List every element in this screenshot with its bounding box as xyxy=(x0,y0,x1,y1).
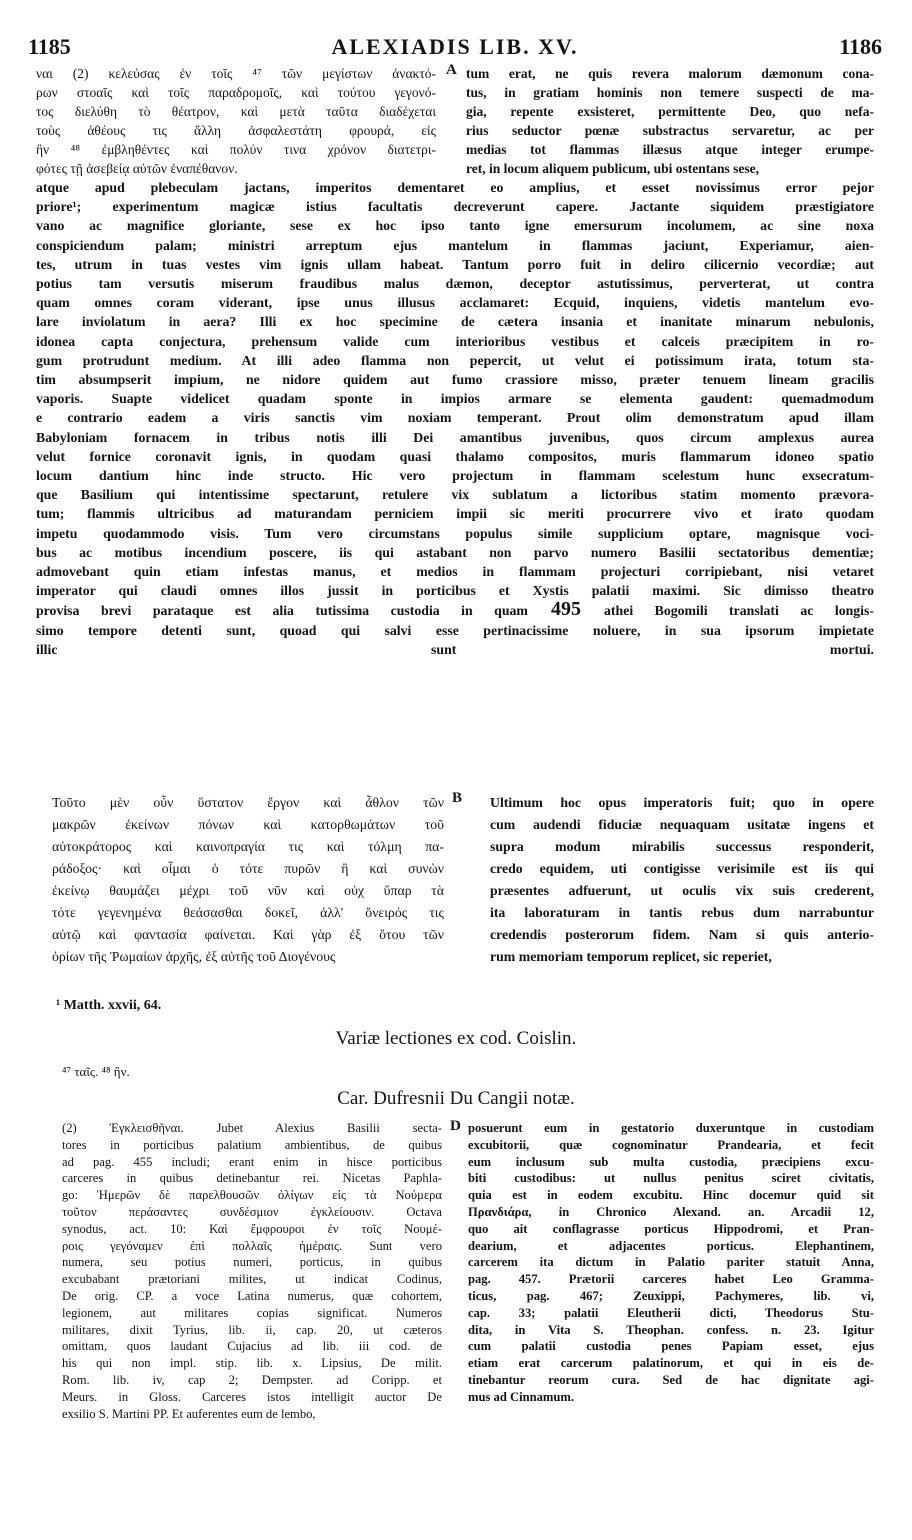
latin-column-top xyxy=(466,64,874,178)
latin-text-line: ret, in locum aliquem publicum, ubi ostentans sese, xyxy=(466,161,760,176)
latin-text-line: credo equidem, uti contigisse verisimile est iis qui xyxy=(490,861,874,876)
greek-text-line: τότε γεγενημένα θεάσασθαι δοκεῖ, ἀλλ' ὄνειρός τις xyxy=(52,905,444,920)
page-header xyxy=(28,34,882,60)
running-title: ALEXIADIS LIB. XV. xyxy=(331,34,579,59)
latin-text-line: tus, in gratiam hominis non temere suspecti de ma- xyxy=(466,85,874,100)
note-text-line: ad pag. 455 includi; erant enim in hisce porticibus xyxy=(62,1154,442,1169)
latin-text-line: imperator qui claudi omnes illos jussit in porticibus et Xystis palatii maximi. Sic dimisso theatro xyxy=(36,583,874,599)
note-text-line: dita, in Vita S. Theophan. confess. n. 23. Igitur xyxy=(468,1322,874,1337)
latin-text-line: medias tot flammas illæsus atque integer erumpe- xyxy=(466,142,874,157)
note-text-line: ροις γεγόναμεν ἐπὶ πολλαῖς ἡμέραις. Sunt vero xyxy=(62,1238,442,1253)
greek-text-line: ναι (2) κελεύσας ἐν τοῖς ⁴⁷ τῶν μεγίστων ἀνακτό- xyxy=(36,66,436,81)
latin-text-line: idonea capta conjectura, prehensum valide cum interioribus vestibus et calceis præcipitem in ro- xyxy=(36,333,874,349)
latin-text-line: gia, repente exsisteret, permittente Deo, quo nefa- xyxy=(466,104,874,119)
note-text-line: ticus, pag. 467; Zeuxippi, Pachymeres, lib. vi, xyxy=(468,1288,874,1303)
variants-heading: Variæ lectiones ex cod. Coislin. xyxy=(335,1028,577,1049)
greek-text-line: τος διελύθη τὸ θέατρον, καὶ μετὰ ταῦτα διαδέχεται xyxy=(36,104,436,119)
note-text-line: tinebantur reorum cura. Sed de hac dignitate agi- xyxy=(468,1372,874,1387)
note-text-line: militares, dixit Tyrius, lib. ii, cap. 20, ut cæteros xyxy=(62,1322,442,1337)
greek-text-line: ράδοξος· καὶ οἶμαι ὁ τότε πυρῶν ἢ καὶ συνὼν xyxy=(52,861,444,876)
latin-text-line: tes, utrum in tuas vestes vim ignis ullam habeat. Tantum porro fuit in deliro cilicernio vecordiæ; aut xyxy=(36,256,874,272)
note-text-line: legionem, aut militares copias significat. Numeros xyxy=(62,1305,442,1320)
latin-text-line: priore¹; experimentum magicæ istius facultatis decreverunt capere. Jactante siquidem præstigiatore xyxy=(36,199,874,215)
latin-text-line: atque apud plebeculam jactans, imperitos dementaret eo amplius, et esset novissimus error pejor xyxy=(36,180,874,195)
greek-text-line: τοὺς ἀθέους τις ἄλλη ἀσφαλεστάτη φρουρά, εἰς xyxy=(36,123,436,138)
note-text-line: posuerunt eum in gestatorio duxeruntque in custodiam xyxy=(468,1121,874,1135)
note-text-line: his qui non impl. stip. lib. x. Lipsius, De milit. xyxy=(62,1356,442,1371)
latin-text-line: lare inviolatum in aera? Illi ex hoc specimine de cætera insania et inanitate minarum nebulonis, xyxy=(36,314,874,330)
note-text-line: eum inclusum sub multa custodia, præcipiens excu- xyxy=(468,1154,874,1169)
latin-text-line: vano ac magnifice gloriante, sese ex hoc ipso tanto igne emersurum incolumem, ac sine noxa xyxy=(36,218,874,234)
notes-left-column xyxy=(62,1120,442,1422)
greek-text-line: ὁρίων τῆς Ῥωμαίων ἀρχῆς, ἐξ αὐτῆς τοῦ Διογένους xyxy=(52,949,336,964)
margin-marker-b: B xyxy=(452,790,463,806)
note-text-line: quia est in eodem excubitu. Hinc docemur quid sit xyxy=(468,1188,874,1203)
note-text-line: go: Ἡμερῶν δὲ παρελθουσῶν ὀλίγων εἰς τὰ Νούμερα xyxy=(62,1188,442,1203)
note-text-line: (2) Ἐγκλεισθῆναι. Jubet Alexius Basilii secta- xyxy=(62,1121,442,1135)
latin-text-line: credendis posterorum fidem. Nam si quis anterio- xyxy=(490,927,874,942)
greek-text-line: φότες τῇ ἀσεβείᾳ αὐτῶν ἐναπέθανον. xyxy=(36,161,238,176)
latin-text-line: Babyloniam fornacem in tribus notis illi Dei amantibus juvenibus, quos circum amplexus aurea xyxy=(36,429,874,445)
latin-text-line: bus ac motibus incendium poscere, iis qui astabant non parvo numero Basilii sectatoribus dementiæ; xyxy=(36,544,874,560)
note-text-line: pag. 457. Prætorii carceres habet Leo Gramma- xyxy=(468,1272,874,1287)
note-text-line: Meurs. in Gloss. Carceres istos intelligit auctor De xyxy=(62,1389,442,1404)
latin-text-line: quam omnes coram viderant, ipse unus illusus acclamaret: Ecquid, inquiens, videtis mantelum evo- xyxy=(36,295,874,311)
latin-text-line: gum protrudunt medium. At illi adeo flamma non pepercit, ut velut ei potissimum irata, totum sta- xyxy=(36,352,874,368)
latin-text-line xyxy=(36,600,874,620)
note-text-line: mus ad Cinnamum. xyxy=(468,1389,575,1404)
latin-text-line: tum erat, ne quis revera malorum dæmonum cona- xyxy=(466,66,874,81)
latin-text-line: locum dantium hinc inde structo. Hic vero projectum in flammam scelestum hunc exsecratum- xyxy=(36,468,874,484)
greek-text-line: Τοῦτο μὲν οὖν ὕστατον ἔργον καὶ ἆθλον τῶν xyxy=(52,795,444,810)
greek-column-middle xyxy=(52,792,444,968)
latin-text-line: impetu quodammodo visis. Tum vero circumstans populus simile supplicium optare, magnisque voci- xyxy=(36,525,874,541)
notes-heading: Car. Dufresnii Du Cangii notæ. xyxy=(337,1088,575,1109)
note-text-line: cap. 33; palatii Eleutherii dicti, Theodorus Stu- xyxy=(468,1305,874,1320)
latin-text-line: rum memoriam temporum replicet, sic reperiet, xyxy=(490,949,772,964)
greek-text-line: ἣν ⁴⁸ ἐμβληθέντες καὶ πολύν τινα χρόνον διατετρι- xyxy=(36,142,436,157)
note-text-line: omittam, quos laudant Cujacius ad lib. iii cod. de xyxy=(62,1339,442,1354)
greek-text-line: ἐκείνῳ θαυμάζει μέχρι τοῦ νῦν καὶ οὐχ ὕπαρ τὰ xyxy=(52,883,444,898)
variant-readings: ⁴⁷ ταῖς. ⁴⁸ ἣν. xyxy=(62,1064,130,1079)
note-text-line: tores in porticibus palatium ambientibus, de quibus xyxy=(62,1137,442,1152)
latin-text-line: que Basilium qui intentissime spectarunt, retulere vix sublatum a lictoribus statim momento prævorа- xyxy=(36,487,874,503)
note-text-line: De orig. CP. a voce Latina numerus, quæ cohortem, xyxy=(62,1288,442,1303)
latin-text-line: illic sunt mortui. xyxy=(36,641,874,657)
note-text-line: carceres in quibus detinebantur rei. Nicetas Paphla- xyxy=(62,1171,442,1186)
latin-text-line: potius tam versutis miserum fraudibus malus dæmon, deceptor astutissimus, perverterat, ut contra xyxy=(36,276,874,292)
note-text-line: cum palatii custodia penes Papiam esset, ejus xyxy=(468,1339,874,1354)
note-text-line: excubabant prætoriani milites, ut indicat Codinus, xyxy=(62,1272,442,1287)
latin-text-line: admovebant quin etiam infestas manus, et medios in flammam projecturi corripiebant, nisi vetaret xyxy=(36,564,874,580)
greek-column-top xyxy=(36,64,436,178)
note-text-line: synodus, act. 10: Καὶ ἔμφρουροι ἐν τοῖς Νουμέ- xyxy=(62,1221,442,1236)
note-text-line: exsilio S. Martini PP. Et auferentes eum de lembo, xyxy=(62,1406,316,1421)
latin-text-line: simo tempore detenti sunt, quoad qui salvi esse pertinacissime noluere, in sua ipsorum impietate xyxy=(36,622,874,638)
note-text-line: τοῦτον περάσαντες συνδέσμιον ἐγκλείουσιν. Octava xyxy=(62,1204,442,1219)
latin-text-line: velut fornice coronavit ignis, in quodam quasi thalamo compositos, muris flammarum idoneo spatio xyxy=(36,448,874,464)
latin-full-width-text xyxy=(36,178,874,659)
column-number: 495 xyxy=(527,600,605,621)
latin-text-line: Ultimum hoc opus imperatoris fuit; quo in opere xyxy=(490,795,874,810)
latin-text-line: tim absumpserit impium, ne nidore quidem aut fumo crassiore misso, præter tenuem lineam gracilis xyxy=(36,372,874,388)
margin-marker-d: D xyxy=(450,1118,461,1134)
latin-text-fragment: athei Bogomili translati ac longis- xyxy=(604,603,874,619)
latin-text-line: e contrario eadem a viris sanctis vim noxiam temperant. Prout olim demonstratum apud illam xyxy=(36,410,874,426)
latin-text-line: ita laboraturam in tantis rebus dum narrabuntur xyxy=(490,905,874,920)
page-number-right: 1186 xyxy=(839,34,882,59)
greek-text-line: αὐτοκράτορος καὶ καινοπραγία τις καὶ τόλμη πα- xyxy=(52,839,444,854)
note-text-line: quo ait conflagrasse porticus Hippodromi, et Pran- xyxy=(468,1221,874,1236)
latin-text-line: tum; flammis ultricibus ad maturandam perniciem impii sic meriti procurrere vivo et irato quodam xyxy=(36,506,874,522)
latin-text-line: cum audendi fiduciæ nequaquam usitatæ ingens et xyxy=(490,817,874,832)
footnote: ¹ Matth. xxvii, 64. xyxy=(56,998,162,1013)
latin-text-line: supra modum mirabilis successus responderit, xyxy=(490,839,874,854)
note-text-line: etiam erat carcerum palatinorum, et qui in eis de- xyxy=(468,1356,874,1371)
margin-marker-a: A xyxy=(446,62,457,78)
greek-text-line: ρων στοαῖς καὶ τοῖς παραδρομοῖς, καὶ τούτου γεγονό- xyxy=(36,85,436,100)
latin-column-middle xyxy=(490,792,874,968)
latin-text-line: conspiciendum palam; ministri arreptum ejus mantelum in flammas jaciunt, Experiamur, aien- xyxy=(36,237,874,253)
latin-text-line: præsentes adfuerunt, ut oculis vix suis crederent, xyxy=(490,883,874,898)
latin-text-line: rius seductor pœnæ substractus servaretur, ac per xyxy=(466,123,874,138)
latin-text-fragment: provisa brevi parataque est alia tutissima custodia in quam xyxy=(36,603,528,619)
note-text-line: Πρανδιάρα, in Chronico Alexand. an. Arcadii 12, xyxy=(468,1204,874,1219)
note-text-line: Rom. lib. iv, cap 2; Dempster. ad Coripp. et xyxy=(62,1372,442,1387)
note-text-line: excubitorii, quæ cognominatur Prandearia, et fecit xyxy=(468,1137,874,1152)
note-text-line: numera, seu potius numeri, porticus, in quibus xyxy=(62,1255,442,1270)
note-text-line: carcerem ita dictum in Palatio pariter statuit Anna, xyxy=(468,1255,874,1270)
greek-text-line: μακρῶν ἐκείνων πόνων καὶ κατορθωμάτων τοῦ xyxy=(52,817,444,832)
note-text-line: dearium, et adjacentes porticus. Elephantinem, xyxy=(468,1238,874,1253)
greek-text-line: αὐτῷ καὶ φαντασία φαίνεται. Καὶ γὰρ ἐξ ὅτου τῶν xyxy=(52,927,444,942)
latin-text-line: vaporis. Suapte videlicet quadam sponte in impios armare se elementa gaudent: quemadmodum xyxy=(36,391,874,407)
note-text-line: biti custodibus: ut nullus penitus sciret civitatis, xyxy=(468,1171,874,1186)
page-number-left: 1185 xyxy=(28,34,71,59)
notes-right-column xyxy=(468,1120,874,1406)
